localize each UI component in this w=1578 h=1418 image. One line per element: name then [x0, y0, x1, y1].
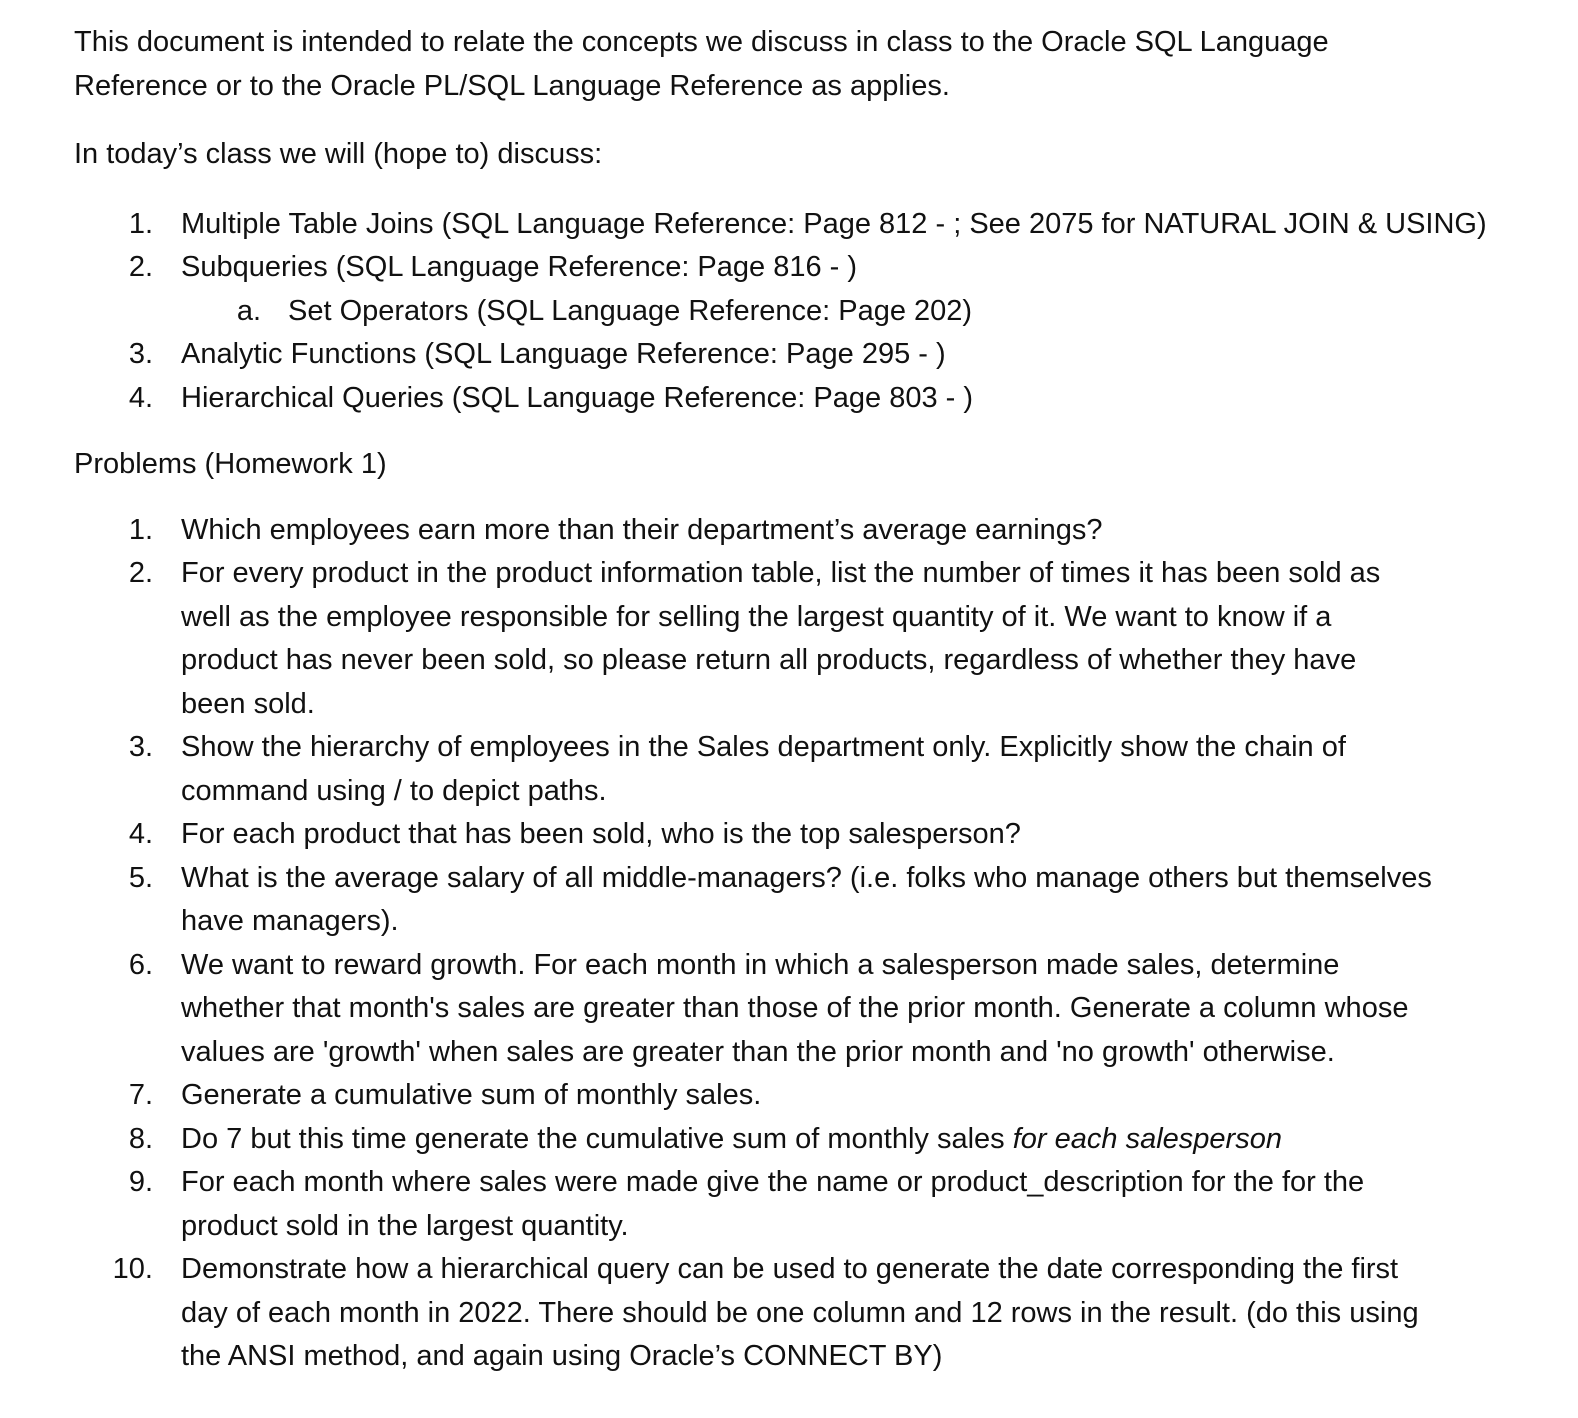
problem-number: 5.	[128, 861, 153, 894]
problems-list	[74, 509, 1564, 1379]
problem-item	[74, 944, 1564, 1075]
problem-line: Which employees earn more than their department’s average earnings?	[181, 513, 1103, 546]
problem-line: been sold.	[181, 687, 315, 720]
problem-italic-text: for each salesperson	[1012, 1122, 1282, 1155]
topics-sublist	[181, 290, 1564, 334]
problems-heading: Problems (Homework 1)	[74, 448, 387, 480]
problem-line: well as the employee responsible for selling the largest quantity of it. We want to know if a	[181, 600, 1332, 633]
intro-paragraph	[74, 21, 1564, 108]
problem-line: Demonstrate how a hierarchical query can be used to generate the date corresponding the first	[181, 1253, 1399, 1285]
item-text: Multiple Table Joins (SQL Language Reference: Page 812 - ; See 2075 for NATURAL JOIN & USING)	[181, 207, 1487, 240]
problem-item	[74, 813, 1564, 857]
item-text: Hierarchical Queries (SQL Language Reference: Page 803 - )	[181, 381, 974, 414]
problem-number: 4.	[128, 818, 153, 850]
problem-item	[74, 1248, 1564, 1379]
problem-number: 9.	[128, 1166, 153, 1198]
problem-line: Show the hierarchy of employees in the Sales department only. Explicitly show the chain of	[181, 731, 1346, 763]
topics-heading: In today’s class we will (hope to) discuss:	[74, 138, 603, 170]
problem-item	[74, 1161, 1564, 1248]
item-number: 4.	[128, 381, 153, 414]
problem-line: whether that month's sales are greater than those of the prior month. Generate a column whose	[181, 992, 1409, 1024]
sub-item-letter: a.	[236, 294, 261, 327]
problem-line: For every product in the product information table, list the number of times it has been sold as	[181, 557, 1381, 589]
problem-item	[74, 857, 1564, 944]
sub-item-text: Set Operators (SQL Language Reference: Page 202)	[288, 294, 973, 327]
problem-number: 3.	[128, 731, 153, 763]
document-body	[74, 21, 1564, 1379]
item-text: Analytic Functions (SQL Language Reference: Page 295 - )	[181, 338, 946, 370]
item-number: 1.	[128, 207, 153, 240]
problem-line: For each product that has been sold, who is the top salesperson?	[181, 818, 1021, 850]
item-number: 2.	[128, 251, 153, 283]
list-item	[74, 377, 1564, 421]
problem-item	[74, 726, 1564, 813]
problem-line: command using / to depict paths.	[181, 774, 607, 807]
problem-number: 2.	[128, 557, 153, 589]
problem-number: 8.	[128, 1122, 153, 1155]
problem-line: values are 'growth' when sales are greater than the prior month and 'no growth' otherwise.	[181, 1035, 1335, 1068]
problem-line: product has never been sold, so please return all products, regardless of whether they have	[181, 644, 1357, 676]
problem-item	[74, 1118, 1564, 1162]
list-item	[74, 246, 1564, 333]
sub-list-item	[74, 290, 1564, 334]
topics-list	[74, 203, 1564, 421]
intro-line-2: Reference or to the Oracle PL/SQL Language Reference as applies.	[74, 69, 950, 102]
item-text: Subqueries (SQL Language Reference: Page 816 - )	[181, 251, 858, 283]
intro-line-1: This document is intended to relate the concepts we discuss in class to the Oracle SQL Language	[74, 26, 1329, 58]
problem-number: 1.	[128, 513, 153, 546]
problem-item	[74, 552, 1564, 726]
list-item	[74, 333, 1564, 377]
problem-line: We want to reward growth. For each month in which a salesperson made sales, determine	[181, 948, 1340, 981]
problem-line: Do 7 but this time generate the cumulative sum of monthly sales	[181, 1122, 1013, 1155]
problem-line: the ANSI method, and again using Oracle’s CONNECT BY)	[181, 1340, 943, 1372]
problem-number: 6.	[128, 948, 153, 981]
problem-line: For each month where sales were made give the name or product_description for the for the	[181, 1166, 1365, 1198]
problem-line: What is the average salary of all middle-managers? (i.e. folks who manage others but themselves	[181, 861, 1432, 894]
problem-line: have managers).	[181, 905, 399, 937]
problem-number: 10.	[112, 1253, 153, 1285]
problem-line: Generate a cumulative sum of monthly sales.	[181, 1079, 762, 1111]
problem-item	[74, 509, 1564, 553]
problem-item	[74, 1074, 1564, 1118]
item-number: 3.	[128, 338, 153, 370]
problem-line: product sold in the largest quantity.	[181, 1209, 629, 1242]
problem-number: 7.	[128, 1079, 153, 1111]
list-item	[74, 203, 1564, 247]
problem-line: day of each month in 2022. There should be one column and 12 rows in the result. (do this using	[181, 1296, 1419, 1329]
